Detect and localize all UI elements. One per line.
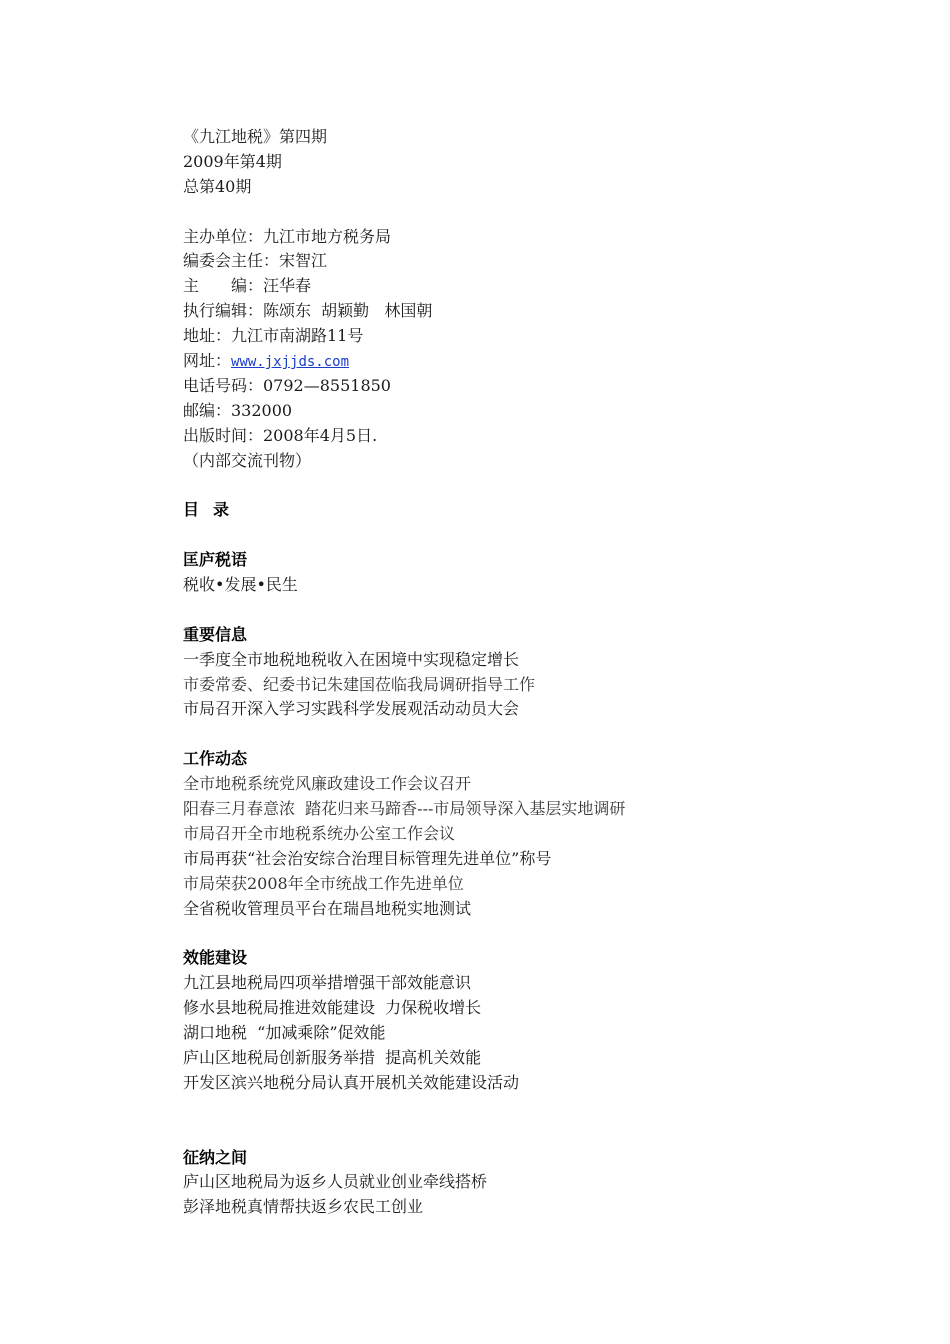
spacer <box>183 473 883 498</box>
info-editor-name: 汪华春 <box>263 276 312 296</box>
toc-item[interactable]: 庐山区地税局创新服务举措 提高机关效能 <box>183 1047 482 1067</box>
toc-item[interactable]: 市局再获“社会治安综合治理目标管理先进单位”称号 <box>183 848 552 868</box>
spacer <box>183 598 883 623</box>
spacer <box>183 200 883 225</box>
info-website-label: 网址： <box>183 351 232 371</box>
toc-title: 目录 <box>183 500 244 520</box>
toc-item[interactable]: 开发区滨兴地税分局认真开展机关效能建设活动 <box>183 1072 520 1092</box>
toc-item[interactable]: 全市地税系统党风廉政建设工作会议召开 <box>183 774 472 794</box>
info-note: （内部交流刊物） <box>183 450 312 470</box>
info-editor <box>183 274 883 299</box>
toc-item[interactable]: 一季度全市地税地税收入在困境中实现稳定增长 <box>183 649 520 669</box>
info-address: 地址：九江市南湖路11号 <box>183 326 364 346</box>
info-sponsor: 主办单位：九江市地方税务局 <box>183 226 392 246</box>
toc-item[interactable]: 市委常委、纪委书记朱建国莅临我局调研指导工作 <box>183 674 536 694</box>
masthead-total-issue: 总第40期 <box>183 176 252 196</box>
toc-section-heading: 重要信息 <box>183 624 248 644</box>
toc-item[interactable]: 市局荣获2008年全市统战工作先进单位 <box>183 873 464 893</box>
toc-item[interactable]: 庐山区地税局为返乡人员就业创业牵线搭桥 <box>183 1172 488 1192</box>
info-publish-date: 出版时间：2008年4月5日. <box>183 425 378 445</box>
info-postcode: 邮编：332000 <box>183 400 293 420</box>
info-website <box>183 349 883 374</box>
toc-section-heading: 征纳之间 <box>183 1147 248 1167</box>
spacer <box>183 523 883 548</box>
masthead-title: 《九江地税》第四期 <box>183 127 328 146</box>
toc-section-heading: 工作动态 <box>183 749 248 769</box>
spacer <box>183 1096 883 1146</box>
spacer <box>183 922 883 947</box>
spacer <box>183 722 883 747</box>
toc-item[interactable]: 阳春三月春意浓 踏花归来马蹄香---市局领导深入基层实地调研 <box>183 799 626 819</box>
toc-section-heading: 匡庐税语 <box>183 550 248 570</box>
toc-item[interactable]: 市局召开深入学习实践科学发展观活动动员大会 <box>183 699 520 719</box>
toc-item[interactable]: 税收•发展•民生 <box>183 575 298 595</box>
masthead-issue: 2009年第4期 <box>183 151 282 171</box>
info-phone: 电话号码：0792—8551850 <box>183 375 391 395</box>
document-page <box>183 125 883 1220</box>
info-editor-label: 主 编： <box>183 276 264 296</box>
toc-item[interactable]: 修水县地税局推进效能建设 力保税收增长 <box>183 998 482 1018</box>
toc-section-heading: 效能建设 <box>183 948 248 968</box>
info-committee-director: 编委会主任：宋智江 <box>183 251 328 271</box>
toc-item[interactable]: 彭泽地税真情帮扶返乡农民工创业 <box>183 1197 424 1217</box>
website-link[interactable]: www.jxjjds.com <box>231 354 350 371</box>
toc-item[interactable]: 湖口地税 “加减乘除”促效能 <box>183 1023 386 1043</box>
toc-item[interactable]: 市局召开全市地税系统办公室工作会议 <box>183 823 456 843</box>
toc-item[interactable]: 全省税收管理员平台在瑞昌地税实地测试 <box>183 898 472 918</box>
toc-item[interactable]: 九江县地税局四项举措增强干部效能意识 <box>183 973 472 993</box>
info-executive-editors: 执行编辑：陈颂东 胡颖勤 林国朝 <box>183 301 433 321</box>
